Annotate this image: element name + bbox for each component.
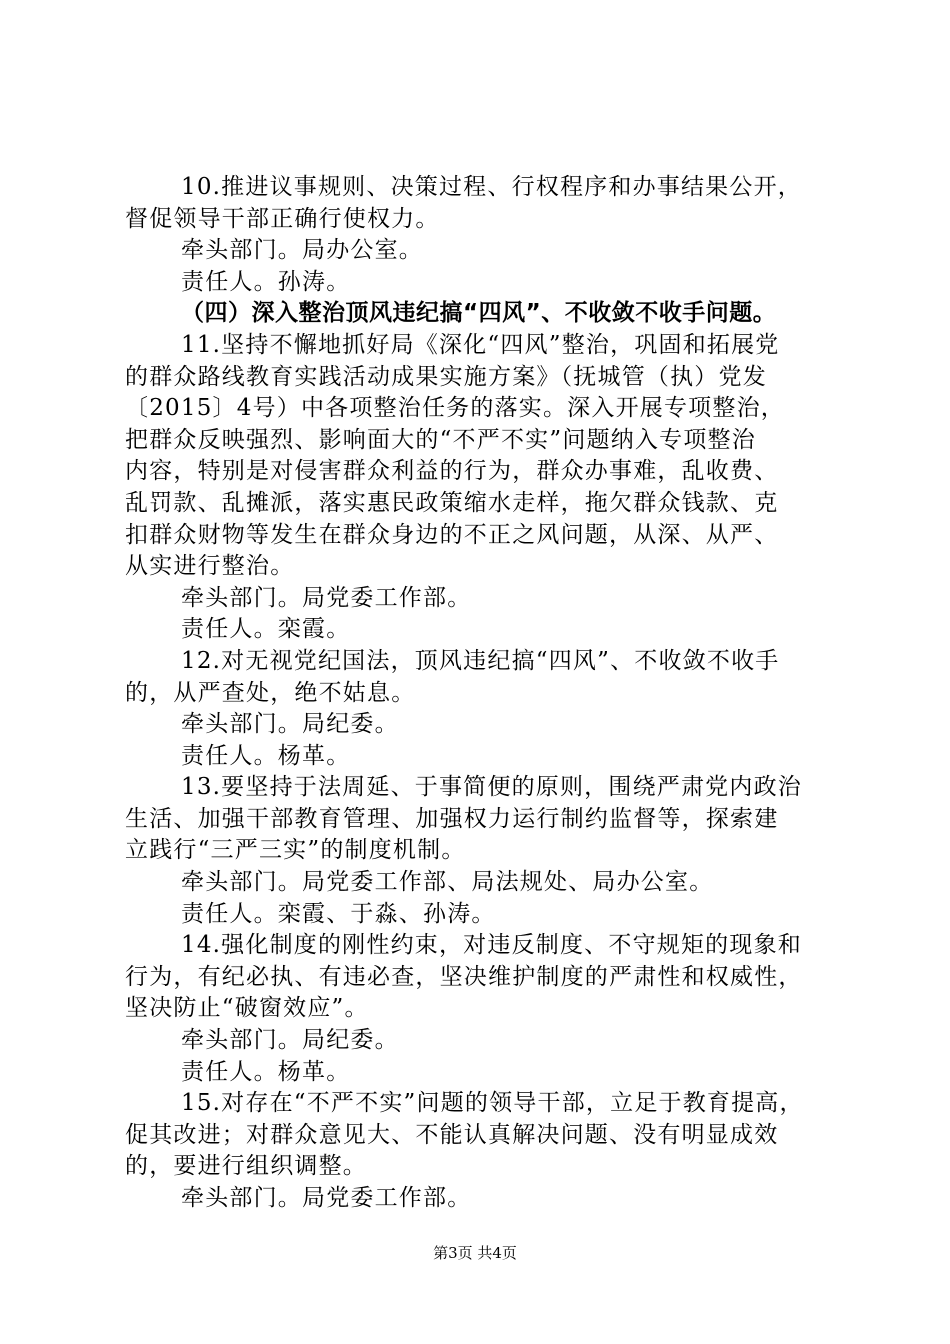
text-line: 责任人。杨革。 [181,1058,351,1085]
text-line: 生活、加强干部教育管理、加强权力运行制约监督等，探索建 [125,805,779,832]
text-line: 行为，有纪必执、有违必查，坚决维护制度的严肃性和权威性， [125,963,803,990]
text-line: 的群众路线教育实践活动成果实施方案》（抚城管（执）党发 [125,363,767,390]
text-line: 把群众反映强烈、影响面大的“不严不实”问题纳入专项整治 [125,426,756,453]
text-line: 11.坚持不懈地抓好局《深化“四风”整治，巩固和拓展党 [181,331,780,358]
text-line: 责任人。孙涛。 [181,268,351,295]
text-line: 内容，特别是对侵害群众利益的行为，群众办事难，乱收费、 [125,458,779,485]
text-line: 立践行“三严三实”的制度机制。 [125,837,466,864]
text-line: 坚决防止“破窗效应”。 [125,995,369,1022]
text-line: 督促领导干部正确行使权力。 [125,205,440,232]
text-line: 10.推进议事规则、决策过程、行权程序和办事结果公开， [181,174,802,200]
text-line: 牵头部门。局办公室。 [181,237,423,264]
text-line: 〔2015〕4号）中各项整治任务的落实。深入开展专项整治， [125,395,785,422]
text-line: 13.要坚持于法周延、于事简便的原则，围绕严肃党内政治 [181,774,802,801]
page-footer: 第3页 共4页 [433,1244,517,1262]
text-line: 责任人。栾霞。 [181,616,351,643]
text-line: 乱罚款、乱摊派，落实惠民政策缩水走样，拖欠群众钱款、克 [125,489,779,516]
text-line: 责任人。杨革。 [181,742,351,769]
text-line: 责任人。栾霞、于淼、孙涛。 [181,900,496,927]
text-line: 牵头部门。局纪委。 [181,711,399,738]
text-line: 牵头部门。局纪委。 [181,1027,399,1054]
text-line: 促其改进；对群众意见大、不能认真解决问题、没有明显成效 [125,1121,779,1148]
text-line: 的，要进行组织调整。 [125,1153,367,1180]
text-line: 12.对无视党纪国法，顶风违纪搞“四风”、不收敛不收手 [181,647,780,674]
document-body [125,172,835,1215]
text-line: 从实进行整治。 [125,553,295,580]
text-line: 的，从严查处，绝不姑息。 [125,679,416,706]
text-line: 牵头部门。局党委工作部。 [181,1185,472,1211]
text-line: 牵头部门。局党委工作部、局法规处、局办公室。 [181,869,714,896]
text-line: 牵头部门。局党委工作部。 [181,584,472,611]
text-line: 14.强化制度的刚性约束，对违反制度、不守规矩的现象和 [181,932,802,959]
text-line: 扣群众财物等发生在群众身边的不正之风问题，从深、从严、 [125,521,779,548]
text-line: 15.对存在“不严不实”问题的领导干部，立足于教育提高， [181,1090,804,1117]
section-heading: （四）深入整治顶风违纪搞“四风”、不收敛不收手问题。 [181,300,777,327]
